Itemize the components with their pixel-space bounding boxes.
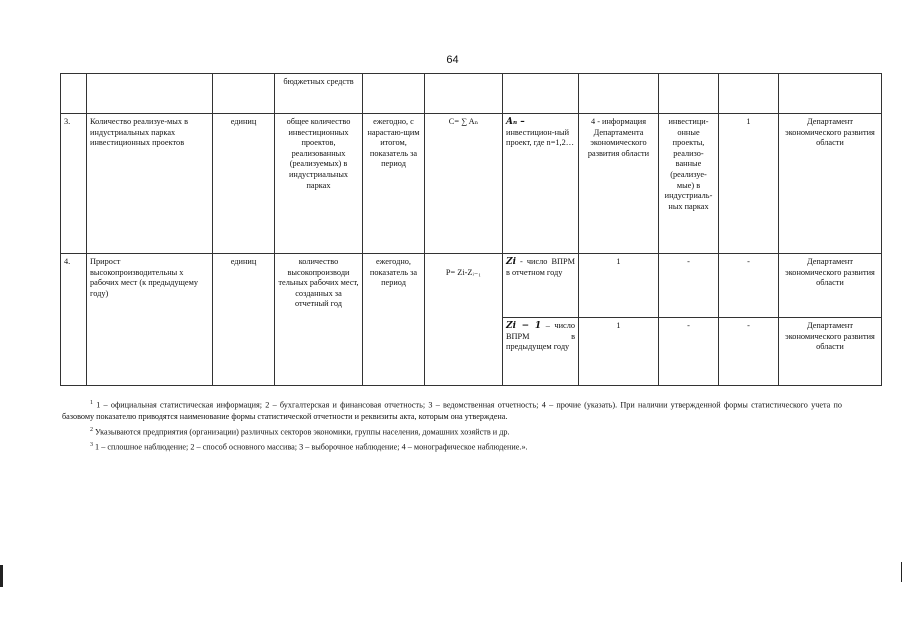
footnote-mark: 3: [90, 442, 93, 449]
row-number: 4.: [61, 254, 87, 386]
table-header-continuation-row: [61, 74, 882, 114]
footnote-mark: 1: [90, 400, 93, 406]
variable-symbol: Zi − 1: [506, 321, 542, 331]
responsible: Департамент экономического развития области: [779, 254, 882, 318]
variable-cell: [503, 318, 579, 386]
indicator-name: Прирост высокопроизводительны х рабочих мест (к предыдущему году): [87, 254, 213, 386]
page-number: 64: [446, 54, 459, 66]
variable-description: - число ВПРМ в отчетном году: [506, 257, 575, 277]
population: -: [659, 318, 719, 386]
scan-edge-mark-right: [901, 562, 902, 582]
method: -: [719, 254, 779, 318]
variable-symbol: Aₙ –: [506, 117, 525, 127]
formula: P= Zi-Zᵢ₋₁: [425, 254, 503, 386]
method: 1: [719, 114, 779, 254]
data-source: 1: [579, 318, 659, 386]
responsible: Департамент экономического развития области: [779, 114, 882, 254]
responsible: Департамент экономического развития области: [779, 318, 882, 386]
footnote-text: 1 – официальная статистическая информация; 2 – бухгалтерская и финансовая отчетность; 3 – ведомственная отчетность; 4 – прочие (указать). При наличии утвержденной формы статистического учета по базовому показателю приводятся наименование формы статистической отчетности и реквизиты акта, которым она утверждена.: [62, 400, 842, 421]
periodicity: ежегодно, с нарастаю-щим итогом, показатель за период: [363, 114, 425, 254]
footnote-text: 1 – сплошное наблюдение; 2 – способ основного массива; 3 – выборочное наблюдение; 4 – монографическое наблюдение.».: [95, 443, 528, 453]
definition: количество высокопроизводи тельных рабочих мест, созданных за отчетный год: [275, 254, 363, 386]
table-row: [61, 254, 882, 318]
footnote-3: [62, 440, 842, 453]
variable-cell: [503, 114, 579, 254]
row-number: 3.: [61, 114, 87, 254]
unit: единиц: [213, 254, 275, 386]
periodicity: ежегодно, показатель за период: [363, 254, 425, 386]
population: -: [659, 254, 719, 318]
variable-description: – число ВПРМ в предыдущем году: [506, 321, 576, 352]
variable-cell: [503, 254, 579, 318]
scan-edge-mark-left: [0, 565, 3, 587]
formula: C= ∑ Aₙ: [425, 114, 503, 254]
footnote-1: [62, 398, 842, 422]
footnote-2: [62, 425, 842, 438]
method: -: [719, 318, 779, 386]
variable-description: инвестицион-ный проект, где n=1,2…: [506, 127, 575, 148]
population: инвестици-онные проекты, реализо-ванные (реализуе-мые) в индустриаль-ных парках: [659, 114, 719, 254]
header-cell: бюджетных средств: [275, 74, 363, 114]
variable-symbol: Zi: [506, 257, 516, 267]
indicator-name: Количество реализуе-мых в индустриальных парках инвестиционных проектов: [87, 114, 213, 254]
definition: общее количество инвестиционных проектов, реализованных (реализуемых) в индустриальных парках: [275, 114, 363, 254]
footnote-mark: 2: [90, 426, 93, 433]
table-row: [61, 114, 882, 254]
indicator-table: [60, 73, 882, 386]
data-source: 4 - информация Департамента экономического развития области: [579, 114, 659, 254]
data-source: 1: [579, 254, 659, 318]
footnote-text: Указываются предприятия (организации) различных секторов экономики, группы населения, домашних хозяйств и др.: [95, 427, 510, 437]
footnotes: [62, 398, 842, 456]
unit: единиц: [213, 114, 275, 254]
